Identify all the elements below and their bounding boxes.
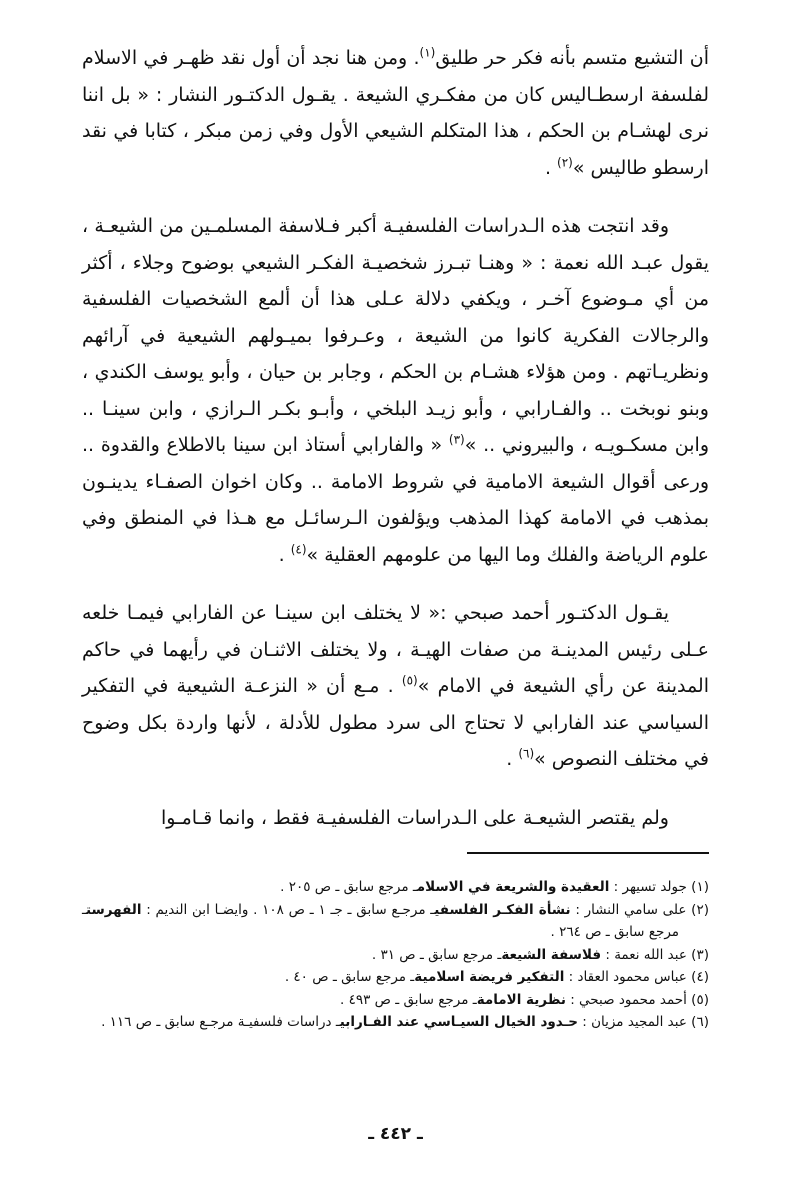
footnote-author: على سامي النشار : <box>570 901 687 918</box>
footnote-title: حـدود الخيال السيـاسي عند الفـارابي <box>339 1014 578 1030</box>
footnote-title: الفهرست <box>85 901 142 918</box>
text-segment: يقـول الدكتـور أحمد صبحي :« لا يختلف ابن سينـا عن الفارابي فيمـا خلعه عـلى رئيس المدينـة من صفات الهيـة ، ولا يختلف الاثنـان في رأيهما في حاكم المدينة عن رأي الشيعة في الامام » <box>82 602 710 697</box>
footnote-ref-1[interactable]: (١) <box>419 45 436 60</box>
footnote-number: (٥) <box>691 991 709 1008</box>
footnote-3 <box>82 944 709 967</box>
footnote-reference: ـ مرجـع سابق ـ جـ ١ ـ ص ١٠٨ . وايضـا ابن النديم : <box>141 901 435 918</box>
paragraph-1 <box>82 40 709 186</box>
footnote-number: (١) <box>691 879 709 895</box>
footnote-number: (٦) <box>691 1014 709 1030</box>
paragraph-2 <box>82 208 709 573</box>
paragraph-4 <box>82 800 709 837</box>
footnote-title: نظرية الامامة <box>476 991 566 1008</box>
text-segment: « والفارابي أستاذ ابن سينا بالاطلاع والقدوة .. ورعى أقوال الشيعة الامامية في شروط الامامة .. وكان اخوان الصفـاء يدينـون بمذهب في الامامة كهذا المذهب ويؤلفون الـرسائـل مع هـذا في المنطق وفي علوم الرياضة والفلك وما اليها من علومهم العقلية » <box>82 434 709 566</box>
text-segment: . <box>544 156 558 179</box>
footnote-reference: ـ مرجع سابق ـ ص ٤٠ . <box>284 969 415 985</box>
footnote-6 <box>82 1011 709 1034</box>
page-number: ـ ٤٤٢ ـ <box>368 1124 423 1144</box>
footnote-reference: ـ دراسات فلسفيـة مرجـع سابق ـ ص ١١٦ . <box>101 1014 340 1030</box>
text-segment: أن التشيع متسم بأنه فكر حر طليق <box>435 47 709 69</box>
footnote-number: (٣) <box>691 946 709 963</box>
footnote-title: فلاسفة الشيعة <box>501 946 602 963</box>
paragraph-3 <box>82 595 709 778</box>
footnote-author: أحمد محمود صبحي : <box>565 991 687 1008</box>
footnote-ref-5[interactable]: (٥) <box>401 673 418 688</box>
footnote-number: (٤) <box>691 969 709 985</box>
text-segment: . <box>278 543 291 566</box>
footnote-title: نشأة الفكـر الفلسفي <box>434 901 571 918</box>
text-segment: ولم يقتصر الشيعـة على الـدراسات الفلسفيـة فقط ، وانما قـامـوا <box>160 806 669 829</box>
footnote-divider <box>467 852 709 854</box>
footnote-ref-3[interactable]: (٣) <box>448 432 465 447</box>
footnote-reference: ـ مرجع سابق ـ ص ٢٠٥ . <box>280 879 417 895</box>
text-segment: وقد انتجت هذه الـدراسات الفلسفيـة أكبر فـلاسفة المسلمـين من الشيعـة ، يقول عبـد الله نعمة : « وهنـا تبـرز شخصيـة الفكـر الشيعي بوضوح وجلاء ، أكثر من أي مـوضوع آخـر ، ويكفي دلالة عـلى هذا أن ألمع الشخصيات الفلسفية والرجالات الفكرية كانوا من الشيعة ، وعـرفوا بميـولهم الشيعية في آرائهم ونظريـاتهم . ومن هؤلاء هشـام بن الحكم ، وجابر بن حيان ، وأبو يوسف الكندي ، وبنو نوبخت .. والفـارابي ، وأبو زيـد البلخي ، وأبـو بكـر الـرازي ، وابن سينـا .. وابن مسكـويـه ، والبيروني .. » <box>82 215 710 456</box>
footnote-4 <box>82 966 709 989</box>
footnote-author: عبد المجيد مزيان : <box>577 1014 687 1030</box>
footnote-reference: ـ مرجع سابق ـ ص ٣١ . <box>371 946 502 963</box>
footnote-author: عبد الله نعمة : <box>601 946 687 963</box>
footnote-ref-2[interactable]: (٢) <box>557 155 573 170</box>
footnote-number: (٢) <box>691 901 709 918</box>
footnote-reference: ـ مرجع سابق ـ ص ٢٦٤ . <box>82 901 679 940</box>
footnote-title: التفكير فريضة اسلامية <box>414 969 565 985</box>
footnote-author: جولد تسيهر : <box>609 879 687 895</box>
footnote-reference: ـ مرجع سابق ـ ص ٤٩٣ . <box>339 991 477 1008</box>
footnote-ref-4[interactable]: (٤) <box>290 542 307 557</box>
footnote-5 <box>82 989 709 1012</box>
footnote-title: العقيدة والشريعة في الاسلام <box>416 879 610 895</box>
footnotes <box>82 876 709 1034</box>
text-segment: . مـع أن « النزعـة الشيعية في التفكير السياسي عند الفارابي لا تحتاج الى سرد مطول للأدلة ، لأنها واردة بكل وضوح في مختلف النصوص » <box>82 675 709 770</box>
footnote-2 <box>82 899 709 944</box>
footnote-ref-6[interactable]: (٦) <box>518 746 535 761</box>
footnote-1 <box>82 876 709 899</box>
footnote-author: عباس محمود العقاد : <box>564 969 687 985</box>
text-segment: . <box>506 748 519 770</box>
body-text <box>82 40 709 836</box>
text-segment: . ومن هنا نجد أن أول نقد ظهـر في الاسلام لفلسفة ارسطـاليس كان من مفكـري الشيعة . يقـول الدكتـور النشار : « بل اننا نرى لهشـام بن الحكم ، هذا المتكلم الشيعي الأول وفي زمن مبكر ، كتابا في نقد ارسطو طاليس » <box>82 47 709 179</box>
